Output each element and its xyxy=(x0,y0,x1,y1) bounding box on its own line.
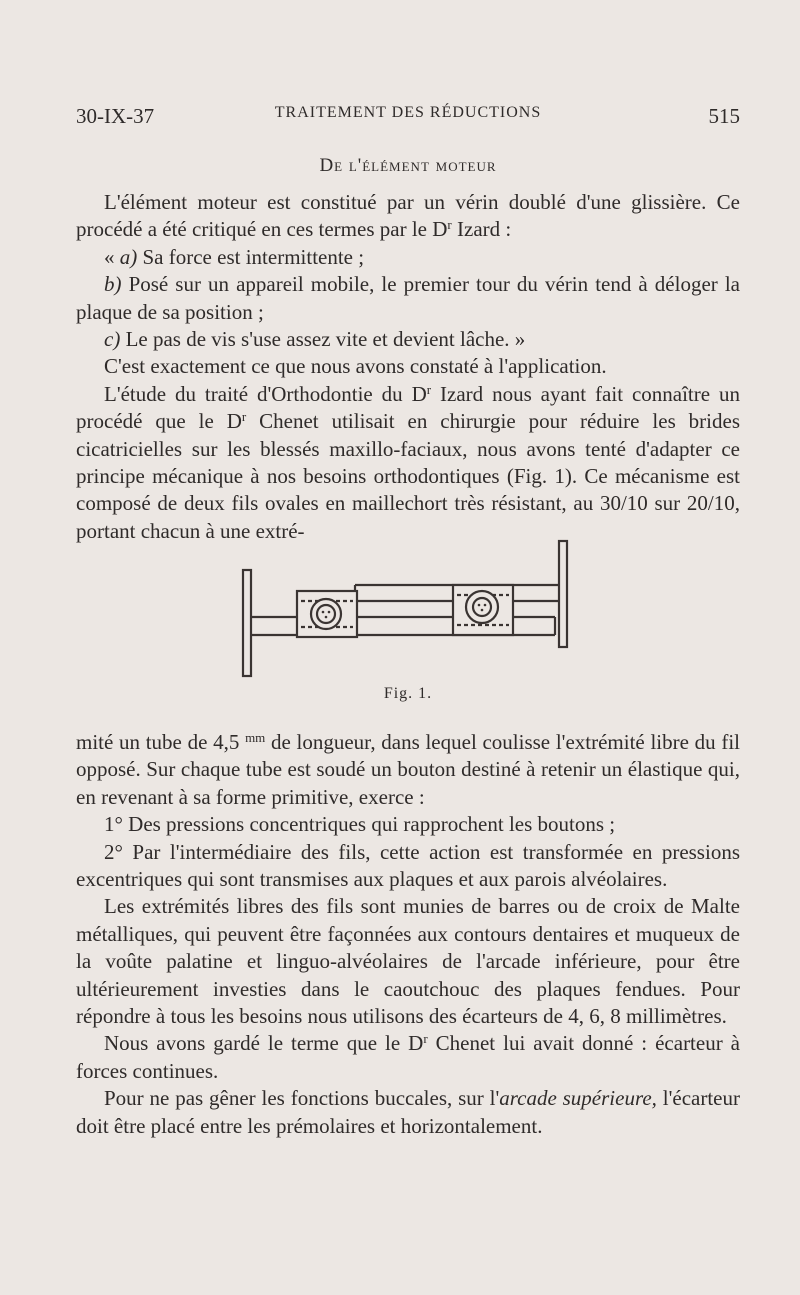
paragraph: c) Le pas de vis s'use assez vite et devient lâche. » xyxy=(104,327,526,352)
header-date: 30-IX-37 xyxy=(76,104,155,128)
page-number: 515 xyxy=(708,104,740,128)
paragraph: Nous avons gardé le terme que le $D^r$ Chenet lui avait donné : écarteur à forces continues. xyxy=(76,1031,740,1083)
paragraph: 1° Des pressions concentriques qui rapprochent les boutons ; xyxy=(104,812,616,837)
text-block-bottom xyxy=(76,729,740,1140)
figure-caption: Fig. 1. xyxy=(383,685,433,702)
paragraph: C'est exactement ce que nous avons constaté à l'application. xyxy=(104,354,607,379)
paragraph: mité un tube de 4,5 $^{mm}$ de longueur, dans lequel coulisse l'extrémité libre du fil opposé. Sur chaque tube est soudé un bouton destiné à retenir un élastique qui, en revenant à sa forme primitive, exerce : xyxy=(76,730,740,809)
paragraph: « a) Sa force est intermittente ; xyxy=(104,244,365,269)
section-title: De l'élément moteur xyxy=(319,155,497,176)
paragraph: Pour ne pas gêner les fonctions buccales, sur l'arcade supérieure, l'écarteur doit être placé entre les prémolaires et horizontalement. xyxy=(76,1086,740,1138)
running-head xyxy=(76,100,740,130)
figure-mechanism-drawing xyxy=(225,535,585,683)
paragraph: 2° Par l'intermédiaire des fils, cette action est transformée en pressions excentriques qui sont transmises aux plaques et aux parois alvéolaires. xyxy=(76,839,740,892)
header-title: TRAITEMENT DES RÉDUCTIONS xyxy=(274,104,542,121)
paragraph: L'étude du traité d'Orthodontie du $D^r$ Izard nous ayant fait connaître un procédé que le $D^r$ Chenet utilisait en chirurgie pour réduire les brides cicatricielles sur les blessés maxillo-faciaux, nous avons tenté d'adapter ce principe mécanique à nos besoins orthodontiques (Fig. 1). Ce mécanisme est composé de deux fils ovales en maillechort très résistant, au 30/10 sur 20/10, portant chacun à une extré- xyxy=(76,381,740,543)
paragraph: Les extrémités libres des fils sont munies de barres ou de croix de Malte métalliques, qui peuvent être façonnées aux contours dentaires et muqueux de la voûte palatine et linguo-alvéolaires de l'arcade inférieure, pour être ultérieurement investies dans le caoutchouc des plaques fendues. Pour répondre à tous les besoins nous utilisons des écarteurs de 4, 6, 8 millimètres. xyxy=(76,894,740,1029)
paragraph: L'élément moteur est constitué par un vérin doublé d'une glissière. Ce procédé a été critiqué en ces termes par le $D^r$ Izard : xyxy=(76,190,740,242)
paragraph: b) Posé sur un appareil mobile, le premier tour du vérin tend à déloger la plaque de sa position ; xyxy=(76,272,740,324)
text-block-top xyxy=(76,189,740,545)
